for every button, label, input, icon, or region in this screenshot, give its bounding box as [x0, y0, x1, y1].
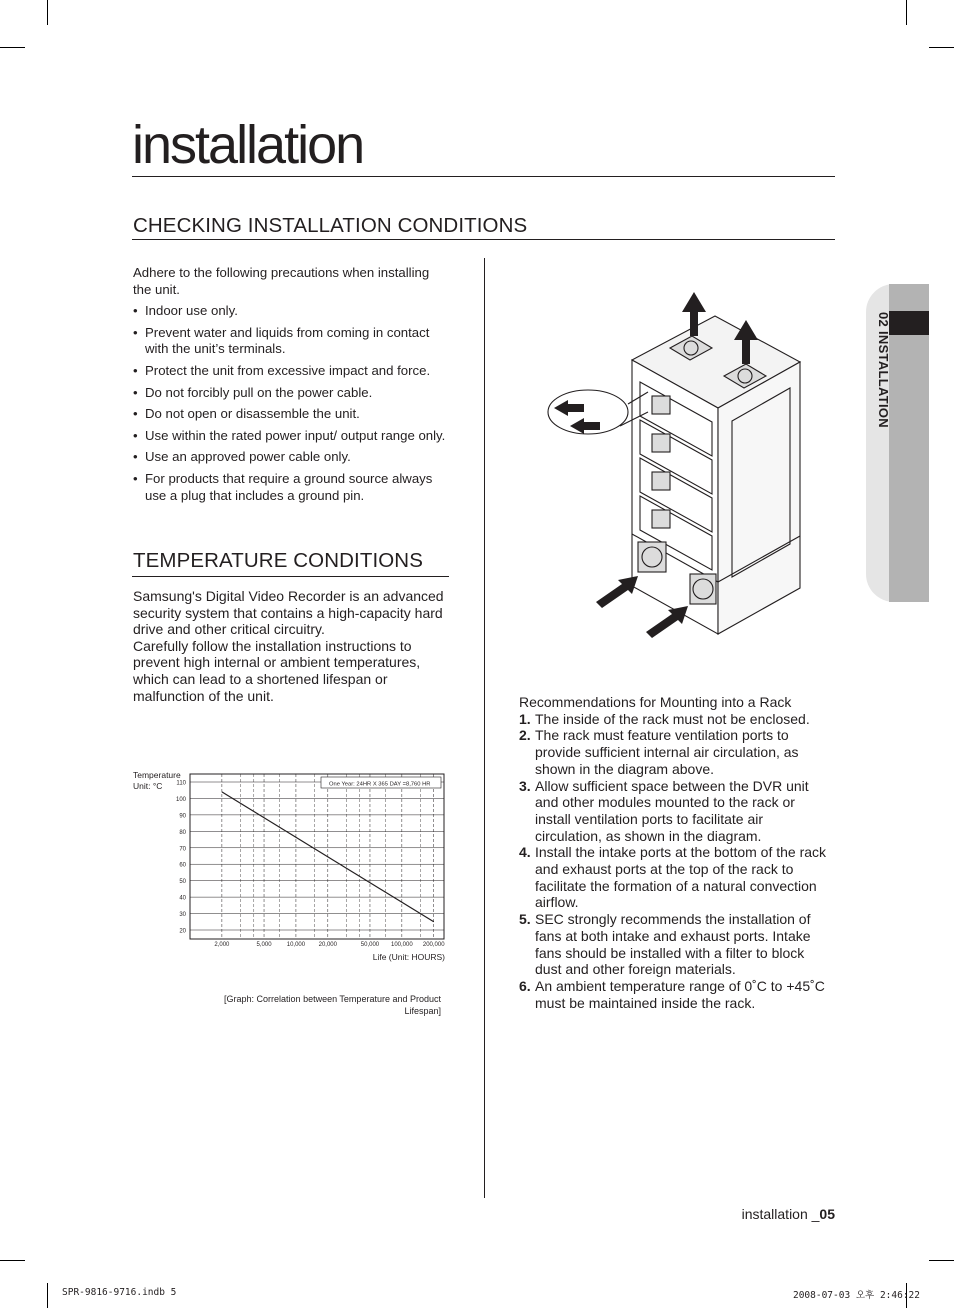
footer-label: installation _ [741, 1206, 820, 1222]
list-item: • Use within the rated power input/ output range only. [133, 428, 451, 445]
list-item: • Use an approved power cable only. [133, 449, 451, 466]
list-item: • Do not forcibly pull on the power cable. [133, 385, 451, 402]
chart-grid [190, 774, 444, 939]
list-item: • Indoor use only. [133, 303, 451, 320]
list-item [519, 778, 833, 845]
temperature-lifespan-chart [125, 760, 455, 970]
chart-x-tick-label: 5,000 [256, 942, 272, 948]
section-rule [132, 239, 835, 240]
chapter-tab-label: 02 INSTALLATION [876, 312, 891, 428]
rack-heading: Recommendations for Mounting into a Rack [519, 694, 792, 710]
section-rule [132, 576, 449, 577]
chart-y-tick-label: 70 [179, 846, 186, 853]
list-text: Install the intake ports at the bottom of the rack and exhaust ports at the top of the rack to facilitate the formation of a natural convection airflow. [535, 844, 827, 911]
chart-x-tick-label: 2,000 [214, 942, 230, 948]
page-title: installation [132, 115, 364, 175]
rack-list [519, 711, 833, 1012]
chart-annotation: One Year: 24HR X 365 DAY =8,760 HR [329, 781, 431, 788]
title-rule [132, 176, 835, 177]
crop-mark [47, 1283, 48, 1308]
chart-x-tick-label: 100,000 [390, 942, 413, 948]
list-item: • Do not open or disassemble the unit. [133, 406, 451, 423]
chart-y-tick-label: 90 [179, 813, 186, 820]
chart-xlabel: Life (Unit: HOURS) [372, 952, 445, 962]
list-item: • Protect the unit from excessive impact and force. [133, 363, 451, 380]
section-heading-temperature: TEMPERATURE CONDITIONS [133, 549, 423, 572]
crop-mark [0, 47, 25, 48]
chart-y-ticks [176, 781, 187, 935]
chart-y-tick-label: 60 [179, 862, 186, 869]
chart-y-tick-label: 80 [179, 829, 186, 836]
crop-mark [929, 1260, 954, 1261]
list-number: 3. [519, 777, 531, 794]
chart-ylabel-line2: Unit: °C [133, 781, 163, 791]
rack-recommendations [519, 694, 833, 1011]
list-number: 6. [519, 977, 531, 994]
list-item [519, 978, 833, 1011]
column-divider [484, 258, 485, 1198]
list-item [519, 727, 833, 777]
chart-y-tick-label: 40 [179, 895, 186, 902]
list-number: 2. [519, 727, 531, 744]
list-item [519, 911, 833, 978]
chart-y-tick-label: 50 [179, 879, 186, 886]
chart-x-tick-label: 200,000 [422, 942, 445, 948]
crop-mark [906, 0, 907, 25]
chart-y-tick-label: 100 [175, 796, 186, 803]
intro-text [133, 265, 451, 509]
list-item [519, 844, 833, 911]
chart-x-tick-label: 20,000 [318, 942, 337, 948]
chapter-tab-marker [889, 311, 929, 335]
temperature-paragraph: Carefully follow the installation instructions to prevent high internal or ambient temperatures, which can lead to a shortened lifespan or malfunction of the unit. [133, 637, 421, 704]
temperature-paragraph: Samsung's Digital Video Recorder is an advanced security system that contains a high-capacity hard drive and other critical circuitry. [133, 588, 444, 638]
list-text: The inside of the rack must not be enclosed. [535, 710, 810, 727]
print-slug-file: SPR-9816-9716.indb 5 [62, 1287, 177, 1298]
list-text: Allow sufficient space between the DVR unit and other modules mounted to the rack or install ventilation ports to facilitate air circulation, as shown in the diagram. [535, 777, 809, 844]
chart-y-tick-label: 30 [179, 912, 186, 919]
page-footer [700, 1206, 835, 1222]
temperature-text [133, 588, 451, 704]
list-number: 4. [519, 844, 531, 861]
chart-y-tick-label: 110 [176, 780, 186, 787]
list-number: 1. [519, 710, 531, 727]
crop-mark [0, 1260, 25, 1261]
intro-paragraph: Adhere to the following precautions when installing the unit. [133, 265, 430, 297]
precautions-list [133, 303, 451, 504]
crop-mark [929, 47, 954, 48]
chart-x-tick-label: 50,000 [360, 942, 380, 948]
print-slug-date: 2008-07-03 오후 2:46:22 [792, 1290, 920, 1301]
chart-x-tick-label: 10,000 [286, 942, 306, 948]
list-text: SEC strongly recommends the installation of fans at both intake and exhaust ports. Intake fans should be installed with a filter to block dust and other foreign materials. [535, 911, 811, 978]
list-item: • For products that require a ground source always use a plug that includes a ground pin. [133, 471, 451, 504]
chart-ylabel-line1: Temperature [133, 770, 181, 780]
chart-plot-frame [190, 774, 444, 939]
list-text: The rack must feature ventilation ports to provide sufficient internal air circulation, as shown in the diagram above. [535, 727, 799, 777]
page-number: 05 [819, 1206, 835, 1222]
graph-caption: [Graph: Correlation between Temperature and Product Lifespan] [224, 994, 441, 1016]
list-item [519, 711, 833, 728]
crop-mark [47, 0, 48, 25]
list-text: An ambient temperature range of 0˚C to +45˚C must be maintained inside the rack. [535, 977, 825, 1011]
list-number: 5. [519, 911, 531, 928]
list-item: • Prevent water and liquids from coming in contact with the unit’s terminals. [133, 325, 451, 358]
section-heading-checking: CHECKING INSTALLATION CONDITIONS [133, 214, 528, 237]
chart-y-tick-label: 20 [179, 928, 186, 935]
chart-x-ticks [214, 942, 445, 948]
rack-ventilation-diagram [540, 284, 820, 644]
